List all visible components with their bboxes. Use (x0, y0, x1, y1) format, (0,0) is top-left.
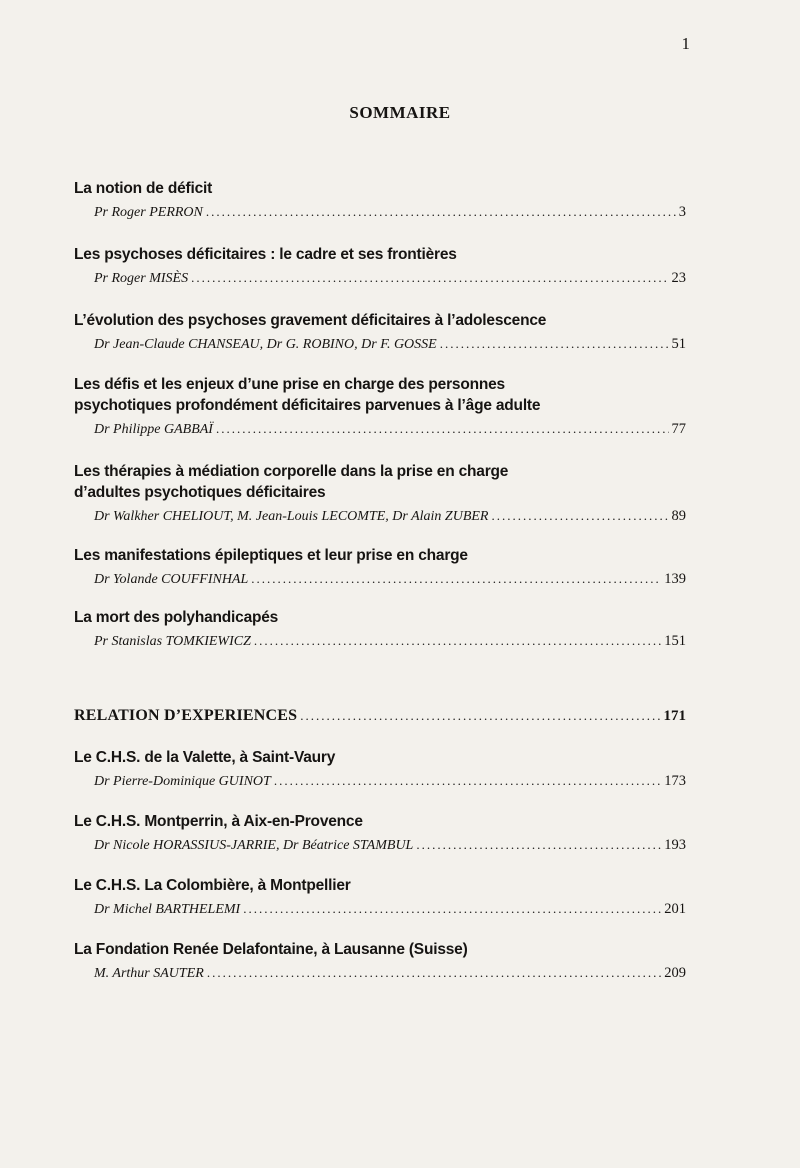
entry-heading: Les manifestations épileptiques et leur prise en charge (74, 547, 468, 564)
entry-heading-line2: psychotiques profondément déficitaires parvenues à l’âge adulte (74, 397, 541, 414)
section-heading-line (74, 707, 686, 725)
toc-entry (74, 939, 686, 984)
toc-entry (74, 374, 686, 440)
dot-leader (191, 268, 668, 288)
entry-author-line (74, 334, 686, 355)
entry-heading: La Fondation Renée Delafontaine, à Lausanne (Suisse) (74, 941, 468, 958)
dot-leader (274, 771, 661, 791)
entry-author: Dr Nicole HORASSIUS-JARRIE, Dr Béatrice STAMBUL (94, 838, 414, 853)
dot-leader (243, 899, 661, 919)
toc-entry (74, 607, 686, 652)
entry-author-line (74, 963, 686, 984)
dot-leader (251, 569, 661, 589)
entry-author: Pr Roger MISÈS (94, 271, 189, 286)
toc-entry (74, 545, 686, 590)
entry-heading: La notion de déficit (74, 180, 213, 197)
page-title: SOMMAIRE (349, 103, 451, 122)
entry-heading: La mort des polyhandicapés (74, 609, 279, 626)
dot-leader (254, 631, 661, 651)
entry-page: 3 (678, 204, 686, 220)
entry-author: Pr Roger PERRON (94, 205, 203, 220)
toc-entry (74, 461, 686, 527)
entry-heading: L’évolution des psychoses gravement déficitaires à l’adolescence (74, 312, 547, 329)
entry-author-line (74, 419, 686, 440)
entry-author-line (74, 631, 686, 652)
entry-page: 51 (671, 336, 686, 352)
dot-leader (300, 708, 660, 724)
entry-author-line (74, 268, 686, 289)
entry-author: Dr Yolande COUFFINHAL (94, 572, 249, 587)
entry-heading: Le C.H.S. de la Valette, à Saint-Vaury (74, 749, 336, 766)
entry-author-line (74, 771, 686, 792)
toc-entry (74, 310, 686, 355)
toc-entry (74, 811, 686, 856)
dot-leader (216, 419, 669, 439)
toc-entry (74, 178, 686, 223)
entry-author: Dr Jean-Claude CHANSEAU, Dr G. ROBINO, Dr F. GOSSE (94, 337, 437, 352)
entry-page: 89 (671, 508, 686, 524)
section-page: 171 (663, 708, 686, 724)
dot-leader (207, 963, 661, 983)
entry-heading: Le C.H.S. La Colombière, à Montpellier (74, 877, 351, 894)
entry-author-line (74, 835, 686, 856)
page-number: 1 (681, 34, 690, 53)
toc-entry (74, 244, 686, 289)
entry-author-line (74, 569, 686, 590)
entry-page: 77 (671, 421, 686, 437)
entry-author-line (74, 506, 686, 527)
entry-author: Pr Stanislas TOMKIEWICZ (94, 634, 251, 649)
entry-heading: Les psychoses déficitaires : le cadre et ses frontières (74, 246, 457, 263)
entry-heading-line1: Les défis et les enjeux d’une prise en charge des personnes (74, 376, 505, 393)
entry-heading-line1: Les thérapies à médiation corporelle dans la prise en charge (74, 463, 509, 480)
toc-entry (74, 747, 686, 792)
entry-page: 23 (671, 270, 686, 286)
dot-leader (440, 334, 669, 354)
dot-leader (416, 835, 661, 855)
toc-entry (74, 875, 686, 920)
entry-author: Dr Pierre-Dominique GUINOT (94, 774, 271, 789)
dot-leader (491, 506, 668, 526)
section-heading: RELATION D’EXPERIENCES (74, 707, 298, 724)
dot-leader (206, 202, 676, 222)
entry-heading: Le C.H.S. Montperrin, à Aix-en-Provence (74, 813, 363, 830)
entry-author: Dr Michel BARTHELEMI (94, 902, 241, 917)
entry-page: 173 (664, 773, 686, 789)
entry-page: 151 (664, 633, 686, 649)
entry-author: M. Arthur SAUTER (94, 966, 204, 981)
entry-page: 139 (664, 571, 686, 587)
entry-author-line (74, 899, 686, 920)
entry-author: Dr Philippe GABBAÏ (94, 422, 213, 437)
entry-author-line (74, 202, 686, 223)
entry-heading-line2: d’adultes psychotiques déficitaires (74, 484, 326, 501)
entry-page: 201 (664, 901, 686, 917)
entry-page: 193 (664, 837, 686, 853)
entry-author: Dr Walkher CHELIOUT, M. Jean-Louis LECOMTE, Dr Alain ZUBER (94, 509, 489, 524)
entry-page: 209 (664, 965, 686, 981)
